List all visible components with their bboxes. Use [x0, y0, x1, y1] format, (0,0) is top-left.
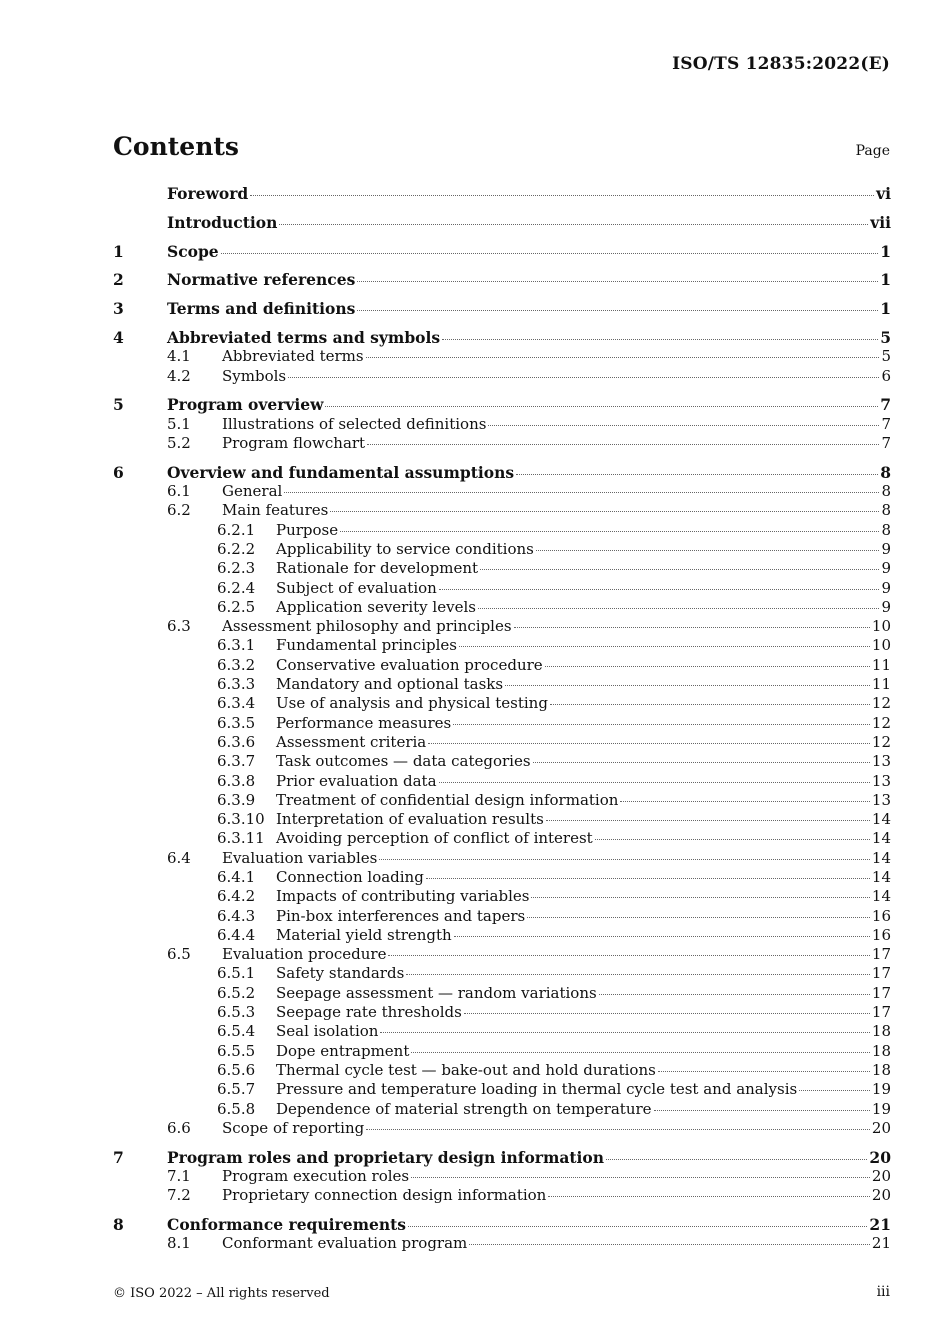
toc-entry-number: 8 [113, 1215, 124, 1235]
toc-entry-number: 1 [113, 241, 124, 261]
toc-entry-title: Subject of evaluation [276, 578, 437, 597]
toc-entry-page: 13 [871, 771, 891, 790]
dot-leader [439, 781, 870, 783]
dot-leader [357, 309, 878, 311]
toc-entry-number: 6.3.5 [217, 713, 256, 732]
toc-entry-title: Seepage assessment — random variations [276, 983, 597, 1002]
toc-entry[interactable] [113, 367, 891, 386]
toc-entry-page: 20 [869, 1147, 891, 1167]
toc-entry[interactable] [113, 1042, 891, 1061]
toc-entry[interactable] [113, 887, 891, 906]
toc-entry-number: 6.3.2 [217, 655, 256, 674]
toc-entry-title: Evaluation procedure [222, 945, 387, 964]
dot-leader [426, 877, 870, 879]
toc-entry-page: 18 [871, 1041, 891, 1060]
toc-entry-page: 20 [871, 1118, 891, 1137]
toc-entry-number: 4.2 [167, 366, 191, 385]
dot-leader [595, 838, 870, 840]
toc-entry-title: Connection loading [276, 868, 424, 886]
dot-leader [654, 1109, 870, 1111]
dot-leader [408, 1225, 867, 1227]
toc-entry-number: 6.4.2 [217, 887, 256, 906]
dot-leader [454, 935, 870, 937]
toc-entry-page: 10 [871, 617, 891, 636]
toc-entry-title: Foreword [167, 184, 249, 203]
toc-entry-number: 8.1 [167, 1234, 191, 1253]
toc-entry[interactable] [113, 328, 891, 347]
toc-entry-page: 9 [881, 559, 891, 578]
toc-entry[interactable] [113, 482, 891, 501]
toc-entry-page: 11 [871, 655, 891, 674]
toc-entry-page: 18 [871, 1060, 891, 1079]
toc-entry-page: 8 [881, 482, 891, 501]
toc-entry-number: 6.3.3 [217, 675, 256, 694]
toc-entry[interactable] [113, 926, 891, 945]
dot-leader [480, 568, 879, 570]
toc-entry-title: Applicability to service conditions [276, 539, 534, 558]
toc-entry[interactable] [113, 636, 891, 655]
toc-entry-title: Dope entrapment [276, 1041, 410, 1060]
toc-entry[interactable] [113, 656, 891, 675]
toc-entry-page: 20 [871, 1166, 891, 1185]
toc-entry-number: 6.4.4 [217, 925, 256, 944]
toc-entry-page: 1 [880, 270, 891, 290]
dot-leader [411, 1176, 870, 1178]
dot-leader [411, 1051, 870, 1053]
dot-leader [606, 1158, 867, 1160]
toc-entry-title: General [222, 482, 283, 501]
toc-entry[interactable] [113, 829, 891, 848]
dot-leader [439, 588, 880, 590]
toc-entry-title: Performance measures [276, 713, 452, 732]
dot-leader [505, 684, 870, 686]
toc-entry-number: 6.3.7 [217, 752, 256, 771]
toc-entry-title: Use of analysis and physical testing [276, 694, 548, 713]
toc-entry[interactable] [113, 964, 891, 983]
toc-entry-number: 6.2.3 [217, 559, 256, 578]
toc-entry[interactable] [113, 617, 891, 636]
toc-entry-page: 13 [871, 752, 891, 771]
toc-entry-number: 3 [113, 299, 124, 319]
toc-entry-title: Pin-box interferences and tapers [276, 906, 526, 925]
toc-entry-title: Conformance requirements [167, 1215, 406, 1235]
toc-entry[interactable] [113, 1186, 891, 1205]
toc-entry-number: 6.2.1 [217, 520, 256, 539]
toc-entry-number: 6 [113, 462, 124, 482]
toc-entry[interactable] [113, 579, 891, 598]
toc-entry-page: 12 [871, 713, 891, 732]
dot-leader [459, 645, 870, 647]
dot-leader [620, 800, 870, 802]
toc-entry-title: Mandatory and optional tasks [276, 675, 504, 694]
toc-entry-page: 7 [880, 395, 891, 415]
dot-leader [599, 993, 870, 995]
dot-leader [250, 194, 874, 196]
toc-entry-page: 7 [881, 414, 891, 433]
dot-leader [366, 1128, 870, 1130]
toc-entry-number: 5.2 [167, 433, 191, 452]
toc-entry-page: 9 [881, 578, 891, 597]
toc-entry[interactable] [113, 907, 891, 926]
dot-leader [799, 1089, 870, 1091]
toc-entry-title: Dependence of material strength on temperature [276, 1099, 652, 1118]
toc-entry-title: Abbreviated terms and symbols [167, 327, 441, 347]
toc-entry-page: 14 [871, 810, 891, 829]
dot-leader [545, 665, 870, 667]
toc-entry[interactable] [113, 772, 891, 791]
toc-entry-title: Thermal cycle test — bake-out and hold durations [276, 1060, 656, 1079]
toc-entry[interactable] [113, 415, 891, 434]
toc-entry-number: 7.2 [167, 1186, 191, 1205]
toc-entry-number: 2 [113, 270, 124, 290]
toc-entry-title: Safety standards [276, 964, 405, 983]
toc-entry[interactable] [113, 868, 891, 887]
page-column-label: Page [855, 143, 890, 159]
toc-entry-number: 6.1 [167, 482, 191, 501]
dot-leader [288, 376, 879, 378]
toc-entry[interactable] [113, 1003, 891, 1022]
toc-entry-title: Terms and definitions [167, 299, 356, 319]
toc-entry-title: Program execution roles [222, 1166, 410, 1185]
page-number: iii [876, 1284, 890, 1300]
dot-leader [527, 916, 870, 918]
toc-entry[interactable] [113, 1234, 891, 1253]
toc-entry[interactable] [113, 347, 891, 366]
toc-entry[interactable] [113, 1022, 891, 1041]
toc-entry-number: 6.3.10 [217, 810, 265, 829]
toc-entry-number: 6.2 [167, 501, 191, 520]
toc-entry-title: Assessment philosophy and principles [222, 617, 512, 636]
dot-leader [533, 761, 870, 763]
toc-entry-number: 6.4.3 [217, 906, 256, 925]
toc-entry-number: 6.5.5 [217, 1041, 256, 1060]
toc-entry-page: 12 [871, 732, 891, 751]
dot-leader [464, 1012, 870, 1014]
toc-entry-title: Task outcomes — data categories [276, 752, 531, 771]
toc-entry-title: Normative references [167, 270, 356, 290]
toc-entry-page: 14 [871, 887, 891, 906]
toc-entry[interactable] [113, 984, 891, 1003]
toc-entry[interactable] [113, 1080, 891, 1099]
dot-leader [550, 703, 870, 705]
toc-entry-title: Conformant evaluation program [222, 1234, 468, 1253]
toc-entry[interactable] [113, 598, 891, 617]
toc-entry-title: Impacts of contributing variables [276, 887, 530, 906]
toc-entry-number: 5 [113, 395, 124, 415]
toc-entry-page: 14 [871, 829, 891, 848]
toc-entry[interactable] [113, 434, 891, 453]
toc-entry-number: 6.3.4 [217, 694, 256, 713]
toc-entry[interactable] [113, 714, 891, 733]
dot-leader [488, 424, 879, 426]
toc-entry-number: 4.1 [167, 347, 191, 366]
toc-entry[interactable] [113, 675, 891, 694]
table-of-contents [113, 184, 891, 1254]
toc-entry-title: Evaluation variables [222, 848, 378, 867]
toc-entry-number: 6.5.6 [217, 1060, 256, 1079]
dot-leader [388, 954, 869, 956]
toc-entry-number: 6.3.6 [217, 732, 256, 751]
toc-entry-page: 14 [871, 868, 891, 886]
toc-entry-page: 18 [871, 1022, 891, 1041]
dot-leader [442, 338, 878, 340]
dot-leader [516, 473, 878, 475]
toc-entry-page: 14 [871, 848, 891, 867]
toc-entry-number: 6.2.5 [217, 597, 256, 616]
toc-entry-page: 10 [871, 636, 891, 655]
toc-entry-page: 21 [869, 1215, 891, 1235]
toc-entry-page: 9 [881, 539, 891, 558]
toc-entry-title: Overview and fundamental assumptions [167, 462, 515, 482]
toc-entry-title: Main features [222, 501, 329, 520]
dot-leader [279, 223, 868, 225]
toc-entry-title: Program overview [167, 395, 324, 415]
toc-entry[interactable] [113, 810, 891, 829]
toc-entry-page: 19 [871, 1080, 891, 1099]
dot-leader [531, 896, 869, 898]
toc-entry[interactable] [113, 270, 891, 289]
toc-entry-title: Fundamental principles [276, 636, 457, 655]
toc-entry-number: 6.5.1 [217, 964, 256, 983]
toc-entry-title: Abbreviated terms [222, 347, 364, 366]
toc-entry-page: 8 [880, 462, 891, 482]
toc-entry-title: Seepage rate thresholds [276, 1003, 462, 1022]
toc-entry-page: 5 [881, 347, 891, 366]
dot-leader [325, 405, 878, 407]
toc-entry-title: Material yield strength [276, 925, 452, 944]
toc-entry-title: Scope of reporting [222, 1118, 365, 1137]
toc-entry[interactable] [113, 752, 891, 771]
toc-entry-page: 13 [871, 790, 891, 809]
toc-entry[interactable] [113, 791, 891, 810]
toc-entry-number: 7.1 [167, 1166, 191, 1185]
dot-leader [548, 1195, 870, 1197]
dot-leader [469, 1243, 870, 1245]
toc-entry-title: Pressure and temperature loading in thermal cycle test and analysis [276, 1080, 798, 1099]
toc-entry-page: 1 [880, 299, 891, 319]
toc-entry-number: 6.2.2 [217, 539, 256, 558]
dot-leader [478, 607, 880, 609]
toc-entry[interactable] [113, 694, 891, 713]
dot-leader [380, 1031, 869, 1033]
toc-entry[interactable] [113, 559, 891, 578]
toc-entry-title: Introduction [167, 212, 278, 232]
toc-entry-page: 12 [871, 694, 891, 713]
toc-entry[interactable] [113, 1119, 891, 1138]
toc-entry-number: 5.1 [167, 414, 191, 433]
toc-entry[interactable] [113, 540, 891, 559]
toc-entry-title: Treatment of confidential design information [276, 790, 619, 809]
toc-entry-page: 19 [871, 1099, 891, 1118]
toc-entry-number: 6.5.3 [217, 1003, 256, 1022]
toc-entry[interactable] [113, 1167, 891, 1186]
dot-leader [221, 252, 879, 254]
toc-entry-page: 8 [881, 501, 891, 520]
toc-entry[interactable] [113, 213, 891, 232]
toc-entry-number: 6.3.11 [217, 829, 265, 848]
toc-entry-title: Rationale for development [276, 559, 479, 578]
toc-entry-page: 1 [880, 241, 891, 261]
toc-entry-page: 17 [871, 964, 891, 983]
toc-entry-page: 17 [871, 1003, 891, 1022]
toc-entry-page: 17 [871, 983, 891, 1002]
toc-entry[interactable] [113, 242, 891, 261]
dot-leader [367, 443, 879, 445]
toc-entry[interactable] [113, 1100, 891, 1119]
toc-entry-number: 6.6 [167, 1118, 191, 1137]
toc-entry-page: 9 [881, 597, 891, 616]
toc-entry-page: vii [870, 212, 891, 232]
toc-entry-title: Prior evaluation data [276, 771, 437, 790]
toc-entry-number: 6.4.1 [217, 868, 256, 886]
toc-entry-title: Avoiding perception of conflict of interest [276, 829, 593, 848]
toc-entry-title: Symbols [222, 366, 287, 385]
toc-entry-number: 6.3.8 [217, 771, 256, 790]
dot-leader [428, 742, 870, 744]
toc-entry-title: Illustrations of selected definitions [222, 414, 487, 433]
toc-entry[interactable] [113, 1061, 891, 1080]
toc-entry-title: Seal isolation [276, 1022, 379, 1041]
dot-leader [406, 973, 870, 975]
toc-entry-page: 20 [871, 1186, 891, 1205]
dot-leader [536, 549, 880, 551]
toc-entry-number: 6.5.4 [217, 1022, 256, 1041]
toc-entry-page: 21 [871, 1234, 891, 1253]
toc-entry[interactable] [113, 184, 891, 203]
dot-leader [379, 858, 870, 860]
toc-entry-number: 6.5.8 [217, 1099, 256, 1118]
toc-entry[interactable] [113, 501, 891, 520]
dot-leader [546, 819, 870, 821]
toc-entry-title: Conservative evaluation procedure [276, 655, 543, 674]
copyright-notice: © ISO 2022 – All rights reserved [113, 1286, 330, 1301]
toc-entry-number: 6.3 [167, 617, 191, 636]
toc-entry-title: Application severity levels [276, 597, 476, 616]
toc-entry-number: 7 [113, 1147, 124, 1167]
toc-entry[interactable] [113, 1148, 891, 1167]
toc-entry-page: 7 [881, 433, 891, 452]
toc-entry[interactable] [113, 945, 891, 964]
dot-leader [330, 510, 879, 512]
toc-entry-title: Interpretation of evaluation results [276, 810, 544, 829]
dot-leader [658, 1070, 870, 1072]
toc-entry-number: 6.4 [167, 848, 191, 867]
toc-entry-page: 11 [871, 675, 891, 694]
toc-entry-page: 6 [881, 366, 891, 385]
toc-entry[interactable] [113, 733, 891, 752]
toc-entry[interactable] [113, 463, 891, 482]
toc-entry-page: 16 [871, 906, 891, 925]
toc-entry-title: Scope [167, 241, 219, 261]
toc-entry-title: Proprietary connection design information [222, 1186, 547, 1205]
toc-entry-page: 16 [871, 925, 891, 944]
toc-entry[interactable] [113, 1215, 891, 1234]
dot-leader [340, 530, 879, 532]
page-title: Contents [113, 132, 240, 161]
toc-entry-page: 8 [881, 520, 891, 539]
toc-entry-number: 6.3.1 [217, 636, 256, 655]
dot-leader [453, 723, 870, 725]
dot-leader [357, 280, 878, 282]
toc-entry-number: 6.5.7 [217, 1080, 256, 1099]
toc-entry[interactable] [113, 849, 891, 868]
toc-entry-page: 17 [871, 945, 891, 964]
toc-entry[interactable] [113, 521, 891, 540]
dot-leader [284, 491, 879, 493]
toc-entry[interactable] [113, 395, 891, 414]
toc-entry-page: 5 [880, 327, 891, 347]
dot-leader [514, 626, 870, 628]
toc-entry-number: 6.5.2 [217, 983, 256, 1002]
toc-entry-number: 6.2.4 [217, 578, 256, 597]
toc-entry-title: Purpose [276, 520, 339, 539]
document-id: ISO/TS 12835:2022(E) [672, 54, 890, 74]
dot-leader [366, 356, 880, 358]
toc-entry[interactable] [113, 299, 891, 318]
toc-entry-page: vi [876, 184, 891, 203]
toc-entry-title: Assessment criteria [276, 732, 427, 751]
toc-entry-number: 6.3.9 [217, 790, 256, 809]
toc-entry-title: Program roles and proprietary design information [167, 1147, 605, 1167]
toc-entry-number: 6.5 [167, 945, 191, 964]
toc-entry-number: 4 [113, 327, 124, 347]
toc-entry-title: Program flowchart [222, 433, 366, 452]
